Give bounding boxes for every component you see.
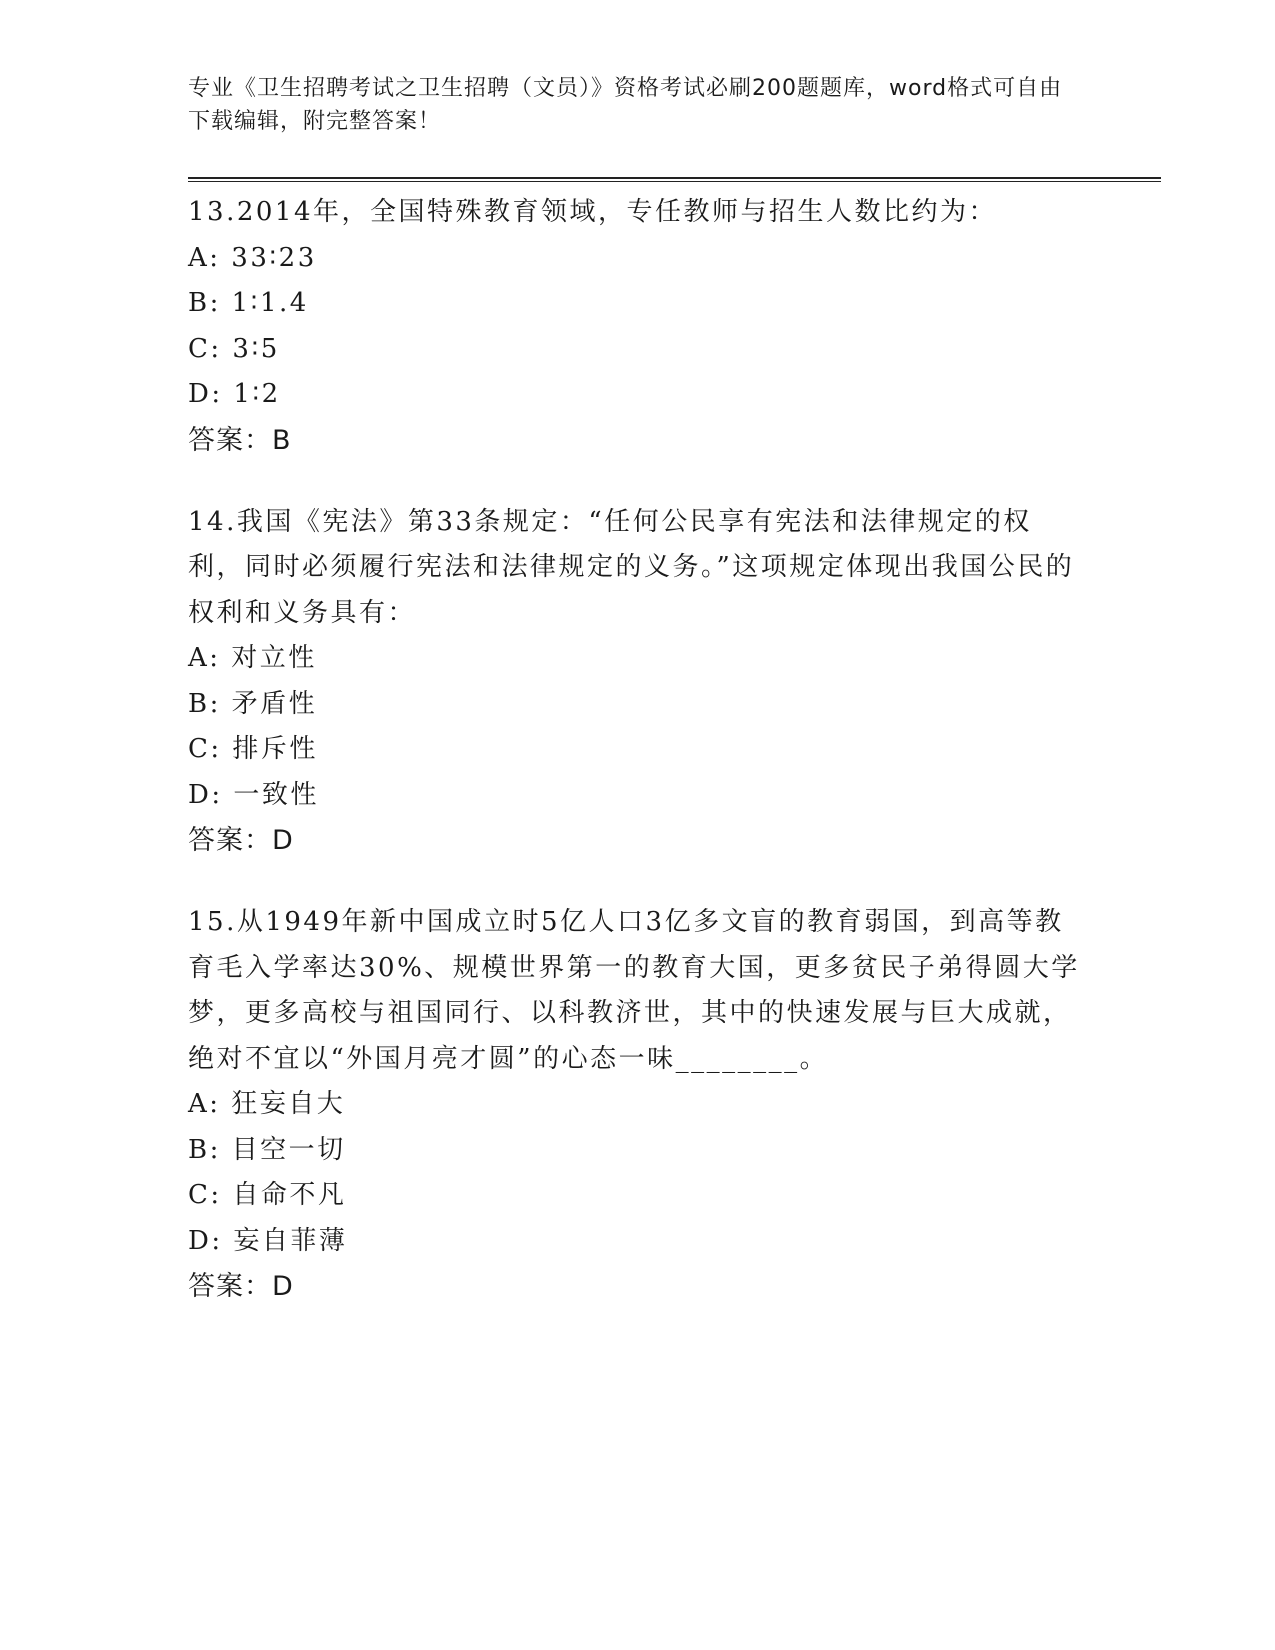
answer-line: 答案：D [188, 825, 294, 856]
option-a: A: 狂妄自大 [188, 1089, 346, 1119]
header-divider [188, 177, 1161, 182]
option-b: B: 矛盾性 [188, 688, 318, 719]
question-list [188, 190, 1088, 1346]
answer-line: 答案：D [188, 1271, 294, 1302]
option-b: B: 目空一切 [188, 1134, 346, 1165]
option-d: D: 妄自菲薄 [188, 1225, 348, 1256]
answer-line: 答案：B [188, 424, 292, 456]
question-text: 15.从1949年新中国成立时5亿人口3亿多文盲的教育弱国，到高等教育毛入学率达30%、规模世界第一的教育大国，更多贫民子弟得圆大学梦，更多高校与祖国同行、以科教济世，其中的快速发展与巨大成就，绝对不宜以“外国月亮才圆”的心态一味________。 [188, 907, 1080, 1074]
question-14 [188, 500, 1088, 865]
option-d: D: 一致性 [188, 779, 319, 810]
option-c: C: 自命不凡 [188, 1180, 347, 1210]
option-a: A: 33∶23 [188, 242, 317, 273]
option-d: D: 1∶2 [188, 379, 281, 409]
option-c: C: 排斥性 [188, 734, 318, 764]
option-b: B: 1∶1.4 [188, 288, 309, 318]
document-header [188, 72, 1068, 138]
question-text: 13.2014年，全国特殊教育领域，专任教师与招生人数比约为： [188, 197, 998, 227]
question-text: 14.我国《宪法》第33条规定：“任何公民享有宪法和法律规定的权利，同时必须履行宪法和法律规定的义务。”这项规定体现出我国公民的权利和义务具有： [188, 506, 1075, 628]
header-title: 专业《卫生招聘考试之卫生招聘（文员）》资格考试必刷200题题库，word格式可自由下载编辑，附完整答案！ [188, 76, 1063, 134]
option-c: C: 3∶5 [188, 333, 280, 364]
question-15 [188, 900, 1088, 1310]
option-a: A: 对立性 [188, 643, 317, 673]
question-13 [188, 190, 1088, 464]
